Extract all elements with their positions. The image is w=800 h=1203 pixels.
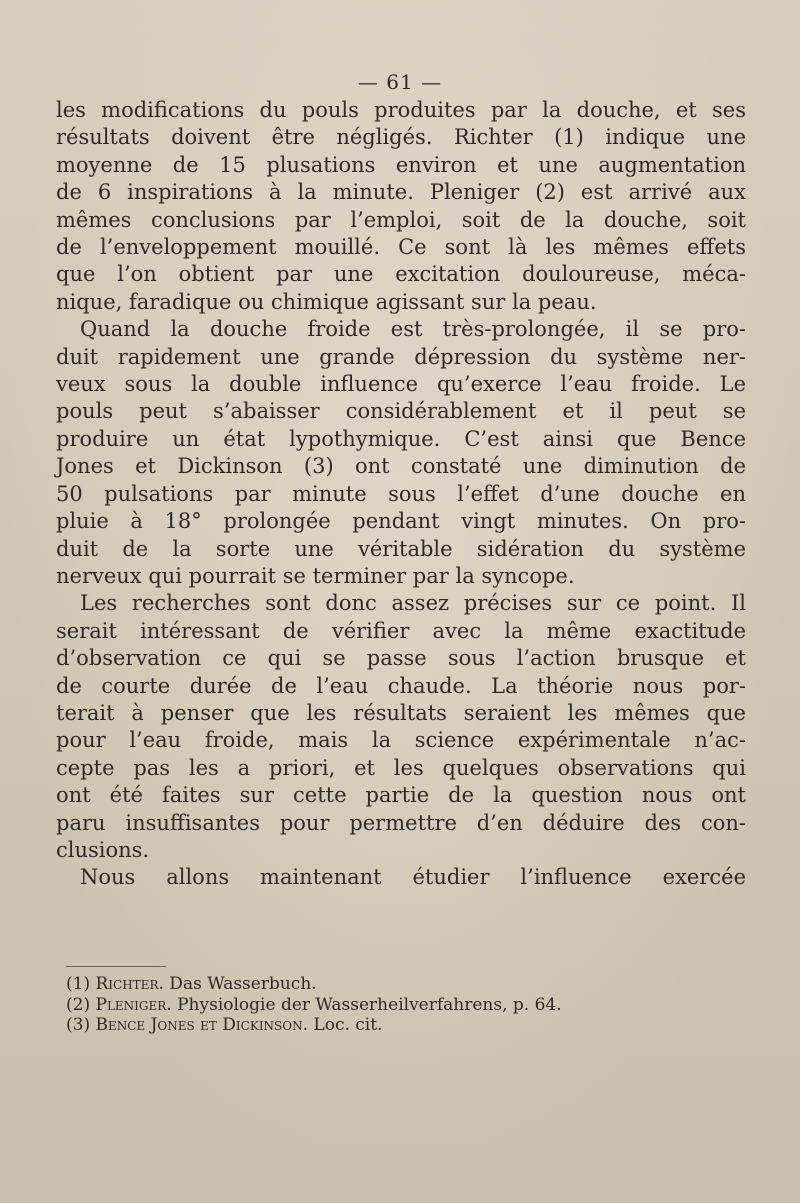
text-line: nique, faradique ou chimique agissant sur la peau.: [56, 289, 597, 314]
text-line: produire un état lypothymique. C’est ainsi que Bence: [56, 426, 746, 451]
text-line: 50 pulsations par minute sous l’effet d’une douche en: [56, 481, 746, 506]
text-line: veux sous la double influence qu’exerce l’eau froide. Le: [56, 372, 746, 397]
footnote-text: . Das Wasserbuch.: [158, 974, 317, 994]
text-line: Quand la douche froide est très-prolongée, il se pro-: [80, 317, 746, 342]
text-line: Les recherches sont donc assez précises sur ce point. Il: [80, 591, 746, 616]
footnote-divider: [66, 966, 166, 967]
footnote-author: Bence Jones et Dickinson: [95, 1015, 303, 1035]
text-line: duit de la sorte une véritable sidération du système: [56, 536, 746, 561]
text-line: d’observation ce qui se passe sous l’action brusque et: [56, 646, 746, 671]
text-line: duit rapidement une grande dépression du système ner-: [56, 344, 746, 369]
paragraph-2: [56, 316, 746, 590]
paragraph-3: [56, 590, 746, 864]
text-line: moyenne de 15 plusations environ et une augmentation: [56, 152, 746, 177]
body-text: [56, 97, 746, 892]
text-line: ont été faites sur cette partie de la question nous ont: [56, 783, 746, 808]
text-line: serait intéressant de vérifier avec la même exactitude: [56, 618, 746, 643]
text-line: de 6 inspirations à la minute. Pleniger (2) est arrivé aux: [56, 180, 746, 205]
text-line: de courte durée de l’eau chaude. La théorie nous por-: [56, 673, 746, 698]
text-line: Jones et Dickinson (3) ont constaté une diminution de: [56, 454, 746, 479]
footnote-author: Richter: [95, 974, 159, 994]
paragraph-4: [56, 864, 746, 891]
footnote-1: [66, 974, 726, 995]
text-line: pour l’eau froide, mais la science expérimentale n’ac-: [56, 728, 746, 753]
footnote-number: (2): [66, 994, 91, 1015]
text-line: résultats doivent être négligés. Richter (1) indique une: [56, 125, 746, 150]
text-line: paru insuffisantes pour permettre d’en déduire des con-: [56, 810, 746, 835]
page-number: — 61 —: [357, 70, 443, 94]
text-line: clusions.: [56, 837, 150, 862]
footnotes: [66, 974, 726, 1036]
footnote-number: (3): [66, 1015, 91, 1035]
text-line: pouls peut s’abaisser considérablement et il peut se: [56, 399, 746, 424]
text-line: terait à penser que les résultats seraient les mêmes que: [56, 700, 746, 725]
footnote-3: [66, 1015, 726, 1036]
text-line: cepte pas les a priori, et les quelques observations qui: [56, 755, 746, 780]
text-line: mêmes conclusions par l’emploi, soit de la douche, soit: [56, 207, 746, 232]
footnote-text: . Physiologie der Wasserheilverfahrens, p. 64.: [166, 994, 562, 1015]
footnote-2: [66, 995, 726, 1016]
text-line: Nous allons maintenant étudier l’influence exercée: [80, 865, 746, 890]
footnote-text: . Loc. cit.: [302, 1015, 383, 1035]
footnote-number: (1): [66, 974, 91, 994]
text-line: les modifications du pouls produites par la douche, et ses: [56, 98, 746, 122]
footnote-author: Pleniger: [95, 994, 167, 1015]
text-line: nerveux qui pourrait se terminer par la syncope.: [56, 563, 575, 588]
text-line: de l’enveloppement mouillé. Ce sont là les mêmes effets: [56, 235, 746, 260]
text-line: que l’on obtient par une excitation douloureuse, méca-: [56, 262, 746, 287]
text-line: pluie à 18° prolongée pendant vingt minutes. On pro-: [56, 509, 746, 534]
paragraph-1: [56, 97, 746, 316]
